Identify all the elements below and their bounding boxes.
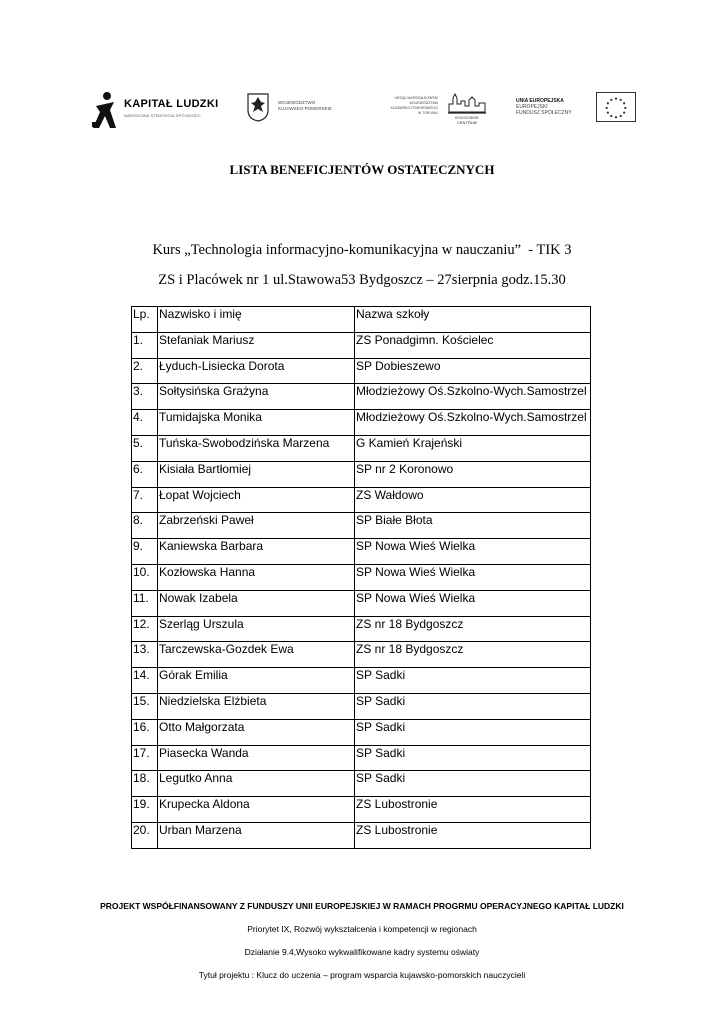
table-row (132, 616, 591, 642)
cell-lp: 14. (132, 668, 158, 694)
urzad-marszalkowski-text: URZĄD MARSZAŁKOWSKI WOJEWÓDZTWA KUJAWSKO-POMORSKIEGO W TORUNIU (390, 96, 438, 115)
cell-name: Tuńska-Swobodzińska Marzena (158, 435, 355, 461)
cell-name: Kozłowska Hanna (158, 564, 355, 590)
cell-name: Tarczewska-Gozdek Ewa (158, 642, 355, 668)
table-row (132, 822, 591, 848)
kapital-ludzki-subtitle: NARODOWA STRATEGIA SPÓJNOŚCI (124, 113, 201, 118)
cell-school: G Kamień Krajeński (355, 435, 591, 461)
cell-lp: 15. (132, 693, 158, 719)
beneficiaries-table (131, 306, 591, 849)
document-title: LISTA BENEFICJENTÓW OSTATECZNYCH (229, 162, 495, 177)
cell-school: SP Białe Błota (355, 513, 591, 539)
cell-name: Legutko Anna (158, 771, 355, 797)
cell-school: SP Sadki (355, 668, 591, 694)
table-row (132, 487, 591, 513)
cell-lp: 17. (132, 745, 158, 771)
table-row (132, 668, 591, 694)
table-row (132, 539, 591, 565)
cell-school: SP nr 2 Koronowo (355, 461, 591, 487)
venue-and-date: ZS i Placówek nr 1 ul.Stawowa53 Bydgoszcz – 27sierpnia godz.15.30 (158, 272, 566, 288)
cell-lp: 1. (132, 332, 158, 358)
table-row (132, 410, 591, 436)
table-header-row (132, 307, 591, 333)
cell-school: SP Sadki (355, 745, 591, 771)
kapital-ludzki-title: KAPITAŁ LUDZKI (124, 98, 219, 110)
footer-action: Działanie 9.4,Wysoko wykwalifikowane kadry systemu oświaty (244, 947, 480, 957)
course-name: Kurs „Technologia informacyjno-komunikacyjna w nauczaniu” - TIK 3 (152, 242, 572, 258)
table-row (132, 771, 591, 797)
wojewodztwo-text: WOJEWÓDZTWO KUJAWSKO-POMORSKIE (278, 100, 332, 111)
cell-name: Łyduch-Lisiecka Dorota (158, 358, 355, 384)
footer-project-funding: PROJEKT WSPÓŁFINANSOWANY Z FUNDUSZY UNII EUROPEJSKIEJ W RAMACH PROGRMU OPERACYJNEGO KAPITAŁ LUDZKI (100, 901, 624, 911)
cell-school: SP Dobieszewo (355, 358, 591, 384)
table-row (132, 797, 591, 823)
bydgoszcz-text: BYDGOSKIE CENTRUM (455, 115, 479, 125)
logo-bar (88, 88, 636, 132)
cell-name: Kaniewska Barbara (158, 539, 355, 565)
cell-name: Otto Małgorzata (158, 719, 355, 745)
cell-school: Młodzieżowy Oś.Szkolno-Wych.Samostrzel (355, 384, 591, 410)
cell-lp: 7. (132, 487, 158, 513)
cell-lp: 18. (132, 771, 158, 797)
table-row (132, 435, 591, 461)
cell-lp: 13. (132, 642, 158, 668)
table-row (132, 745, 591, 771)
table-row (132, 693, 591, 719)
table-row (132, 332, 591, 358)
eu-flag-icon (596, 92, 636, 122)
table-row (132, 719, 591, 745)
cell-name: Urban Marzena (158, 822, 355, 848)
cell-lp: 9. (132, 539, 158, 565)
cell-lp: 11. (132, 590, 158, 616)
cell-school: SP Sadki (355, 693, 591, 719)
kapital-ludzki-logo (88, 88, 228, 132)
table-row (132, 590, 591, 616)
cell-school: ZS nr 18 Bydgoszcz (355, 616, 591, 642)
table-row (132, 461, 591, 487)
unia-europejska-logo (516, 88, 636, 132)
header-name: Nazwisko i imię (158, 307, 355, 333)
ue-subtitle: EUROPEJSKI FUNDUSZ SPOŁECZNY (516, 104, 572, 116)
cell-school: SP Sadki (355, 771, 591, 797)
cell-school: ZS nr 18 Bydgoszcz (355, 642, 591, 668)
ue-title: UNIA EUROPEJSKA (516, 98, 564, 104)
cell-school: ZS Lubostronie (355, 822, 591, 848)
cell-name: Tumidajska Monika (158, 410, 355, 436)
cell-name: Nowak Izabela (158, 590, 355, 616)
cell-lp: 19. (132, 797, 158, 823)
cell-lp: 16. (132, 719, 158, 745)
wojewodztwo-logo (246, 88, 366, 132)
cell-school: SP Nowa Wieś Wielka (355, 564, 591, 590)
cell-school: SP Sadki (355, 719, 591, 745)
urzad-marszalkowski-logo (372, 88, 438, 132)
cell-name: Szerląg Urszula (158, 616, 355, 642)
table-row (132, 513, 591, 539)
table-row (132, 564, 591, 590)
cell-school: SP Nowa Wieś Wielka (355, 590, 591, 616)
cell-lp: 10. (132, 564, 158, 590)
cell-lp: 12. (132, 616, 158, 642)
cell-school: ZS Wałdowo (355, 487, 591, 513)
cell-lp: 3. (132, 384, 158, 410)
cell-name: Sołtysińska Grażyna (158, 384, 355, 410)
cell-name: Stefaniak Mariusz (158, 332, 355, 358)
cell-school: Młodzieżowy Oś.Szkolno-Wych.Samostrzel (355, 410, 591, 436)
cell-lp: 6. (132, 461, 158, 487)
cell-name: Kisiała Bartłomiej (158, 461, 355, 487)
cell-name: Zabrzeński Paweł (158, 513, 355, 539)
table-row (132, 358, 591, 384)
city-skyline-icon (448, 92, 486, 114)
bydgoszcz-logo (444, 88, 490, 132)
table-row (132, 642, 591, 668)
header-school: Nazwa szkoły (355, 307, 591, 333)
cell-name: Piasecka Wanda (158, 745, 355, 771)
footer-priority: Priorytet IX, Rozwój wykształcenia i kompetencji w regionach (247, 924, 477, 934)
cell-lp: 5. (132, 435, 158, 461)
unia-europejska-text (516, 98, 572, 116)
header-lp: Lp. (132, 307, 158, 333)
cell-name: Niedzielska Elżbieta (158, 693, 355, 719)
table-row (132, 384, 591, 410)
cell-school: SP Nowa Wieś Wielka (355, 539, 591, 565)
cell-name: Krupecka Aldona (158, 797, 355, 823)
cell-school: ZS Ponadgimn. Kościelec (355, 332, 591, 358)
cell-lp: 2. (132, 358, 158, 384)
cell-school: ZS Lubostronie (355, 797, 591, 823)
cell-lp: 20. (132, 822, 158, 848)
kapital-ludzki-figure-icon (90, 90, 120, 130)
cell-name: Górak Emilia (158, 668, 355, 694)
cell-lp: 4. (132, 410, 158, 436)
footer-project-title: Tytuł projektu : Klucz do uczenia – program wsparcia kujawsko-pomorskich nauczycieli (198, 970, 526, 980)
cell-lp: 8. (132, 513, 158, 539)
cell-name: Łopat Wojciech (158, 487, 355, 513)
coat-of-arms-icon (246, 92, 270, 122)
